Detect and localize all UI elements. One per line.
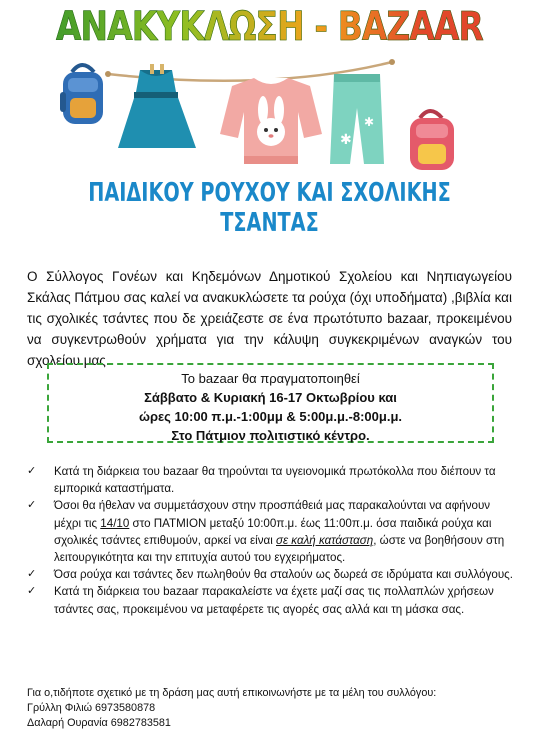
notes-list: [24, 463, 516, 618]
list-item: ✓ Όσοι θα ήθελαν να συμμετάσχουν στην προσπάθειά μας παρακαλούνται να αφήνουν μέχρι τις 14/10 στο ΠΑΤΜΙΟΝ μεταξύ 10:00π.μ. έως 11:00π.μ. όσα παιδικά ρούχα και σχολικές τσάντες επιθυμούν, αρκεί να είναι σε καλή κατάσταση, ώστε να βοηθήσουν στη λειτουργικότητα και την επιτυχία αυτού του εγχειρήματος.: [27, 499, 505, 565]
contact-person-2: Δαλαρή Ουρανία 6982783581: [27, 717, 171, 729]
info-line-venue: Στο Πάτμιον πολιτιστικό κέντρο.: [171, 428, 370, 443]
contact-person-1: Γρύλλη Φιλιώ 6973580878: [27, 702, 156, 714]
contact-section: [27, 686, 507, 731]
poster-subtitle: ΠΑΙΔΙΚΟΥ ΡΟΥΧΟΥ ΚΑΙ ΣΧΟΛΙΚΗΣ ΤΣΑΝΤΑΣ: [88, 178, 451, 238]
poster-title: ΑΝΑΚΥΚΛΩΣΗ - BAZAAR: [49, 4, 491, 50]
info-line-dates: Σάββατο & Κυριακή 16-17 Οκτωβρίου και: [144, 390, 397, 405]
sweater-bunny-icon: [220, 78, 322, 164]
backpack-blue-icon: [60, 65, 103, 124]
event-info-box: [47, 363, 494, 443]
list-item: ✓ Κατά τη διάρκεια του bazaar παρακαλείστε να έχετε μαζί σας τις πολλαπλών χρήσεων τσάντες σας, προκειμένου να μεταφέρετε τις αγορές σας αλλά και τη μάσκα σας.: [27, 585, 494, 616]
svg-text:✱: ✱: [340, 132, 352, 148]
intro-paragraph: Ο Σύλλογος Γονέων και Κηδεμόνων Δημοτικού Σχολείου και Νηπιαγωγείου Σκάλας Πάτμου σας καλεί να ανακυκλώσετε τα ρούχα (όχι υποδήματα) ,βιβλία και τις σχολικές τσάντες που δε χρειάζεστε σε ένα πρωτότυπο bazaar, προκειμένου να συγκεντρωθούν χρήματα για την κάλυψη συγκεκριμένων αναγκών του σχολείου μας.: [27, 268, 512, 368]
svg-text:✱: ✱: [364, 115, 375, 129]
checkmark-icon: ✓: [27, 585, 37, 598]
checkmark-icon: ✓: [27, 568, 37, 581]
trousers-icon: [330, 74, 384, 164]
condition-note: σε καλή κατάσταση: [276, 533, 374, 547]
list-item: ✓ Όσα ρούχα και τσάντες δεν πωληθούν θα σταλούν ως δωρεά σε ιδρύματα και συλλόγους.: [24, 566, 516, 583]
list-item: ✓ Κατά τη διάρκεια του bazaar θα τηρούνται τα υγειονομικά πρωτόκολλα που διέπουν τα εμπορικά καταστήματα.: [27, 465, 496, 496]
hero-illustration: [0, 52, 539, 182]
checkmark-icon: ✓: [27, 499, 37, 512]
backpack-pink-icon: [410, 111, 454, 170]
contact-intro: Για ο,τιδήποτε σχετικό με τη δράση μας αυτή επικοινωνήστε με τα μέλη του συλλόγου:: [27, 687, 437, 699]
checkmark-icon: ✓: [27, 465, 37, 477]
info-line-1: Το bazaar θα πραγματοποιηθεί: [181, 371, 360, 386]
info-line-hours: ώρες 10:00 π.μ.-1:00μμ & 5:00μ.μ.-8:00μ.μ.: [138, 409, 403, 424]
deadline-date: 14/10: [100, 516, 130, 530]
